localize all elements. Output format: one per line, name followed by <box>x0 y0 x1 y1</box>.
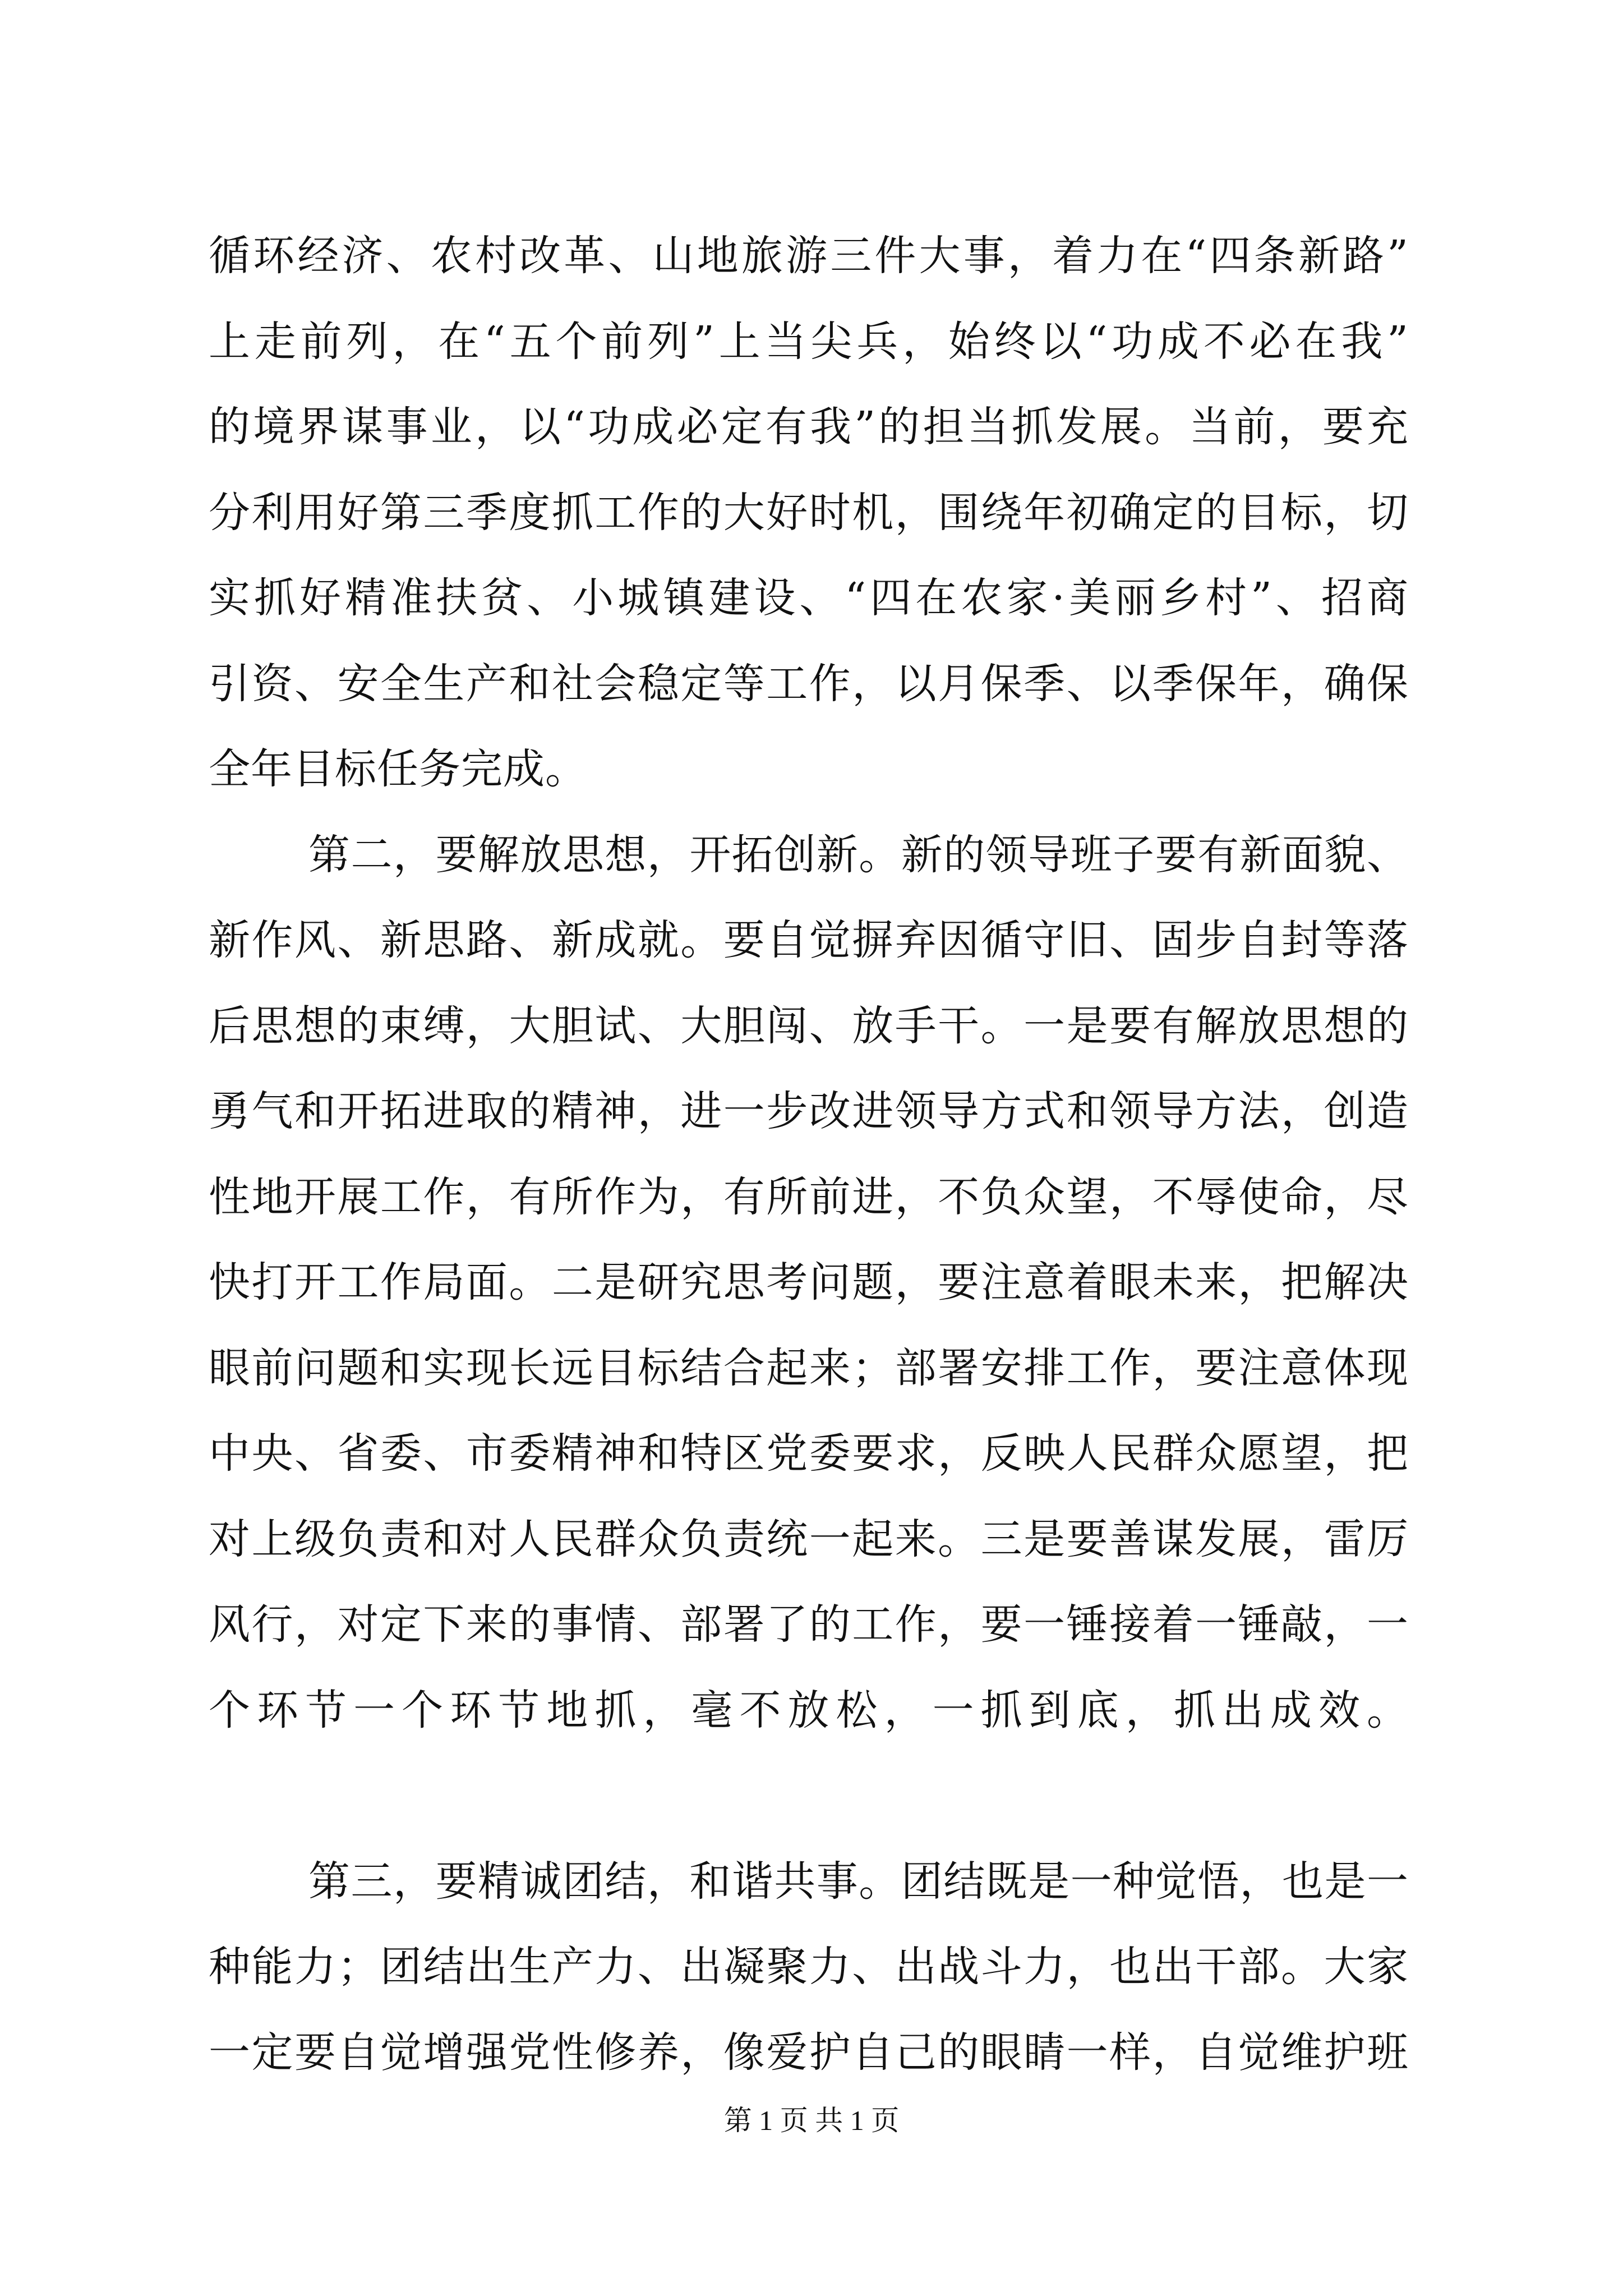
text-line: 实抓好精准扶贫、小城镇建设、“四在农家·美丽乡村”、招商 <box>209 574 1409 622</box>
text-line: 种能力；团结出生产力、出凝聚力、出战斗力，也出干部。大家 <box>209 1943 1409 1991</box>
text-line: 中央、省委、市委精神和特区党委要求，反映人民群众愿望，把 <box>209 1429 1409 1478</box>
paragraph-first-line: 第三，要精诚团结，和谐共事。团结既是一种觉悟，也是一 <box>308 1857 1409 1906</box>
text-line: 引资、安全生产和社会稳定等工作，以月保季、以季保年，确保 <box>209 659 1409 708</box>
text-line: 循环经济、农村改革、山地旅游三件大事，着力在“四条新路” <box>209 232 1409 280</box>
text-line: 勇气和开拓进取的精神，进一步改进领导方式和领导方法，创造 <box>209 1087 1409 1135</box>
text-line <box>209 1753 1409 1839</box>
text-line: 眼前问题和实现长远目标结合起来；部署安排工作，要注意体现 <box>209 1343 1409 1392</box>
text-line: 上走前列，在“五个前列”上当尖兵，始终以“功成不必在我” <box>209 317 1409 366</box>
text-line: 个环节一个环节地抓，毫不放松，一抓到底，抓出成效。 <box>209 1686 1409 1734</box>
page-number-footer: 第 1 页 共 1 页 <box>723 2105 900 2136</box>
text-line: 后思想的束缚，大胆试、大胆闯、放手干。一是要有解放思想的 <box>209 1001 1409 1050</box>
text-line: 分利用好第三季度抓工作的大好时机，围绕年初确定的目标，切 <box>209 488 1409 537</box>
text-line: 全年目标任务完成。 <box>209 745 587 793</box>
text-line: 快打开工作局面。二是研究思考问题，要注意着眼未来，把解决 <box>209 1258 1409 1306</box>
text-line: 对上级负责和对人民群众负责统一起来。三是要善谋发展，雷厉 <box>209 1515 1409 1563</box>
text-line: 的境界谋事业，以“功成必定有我”的担当抓发展。当前，要充 <box>209 403 1409 451</box>
paragraph-first-line: 第二，要解放思想，开拓创新。新的领导班子要有新面貌、 <box>308 830 1409 879</box>
text-line: 新作风、新思路、新成就。要自觉摒弃因循守旧、固步自封等落 <box>209 916 1409 964</box>
document-body <box>209 213 1409 2095</box>
text-line: 风行，对定下来的事情、部署了的工作，要一锤接着一锤敲，一 <box>209 1600 1409 1649</box>
text-line: 一定要自觉增强党性修养，像爱护自己的眼睛一样，自觉维护班 <box>209 2028 1409 2077</box>
text-line: 性地开展工作，有所作为，有所前进，不负众望，不辱使命，尽 <box>209 1172 1409 1221</box>
